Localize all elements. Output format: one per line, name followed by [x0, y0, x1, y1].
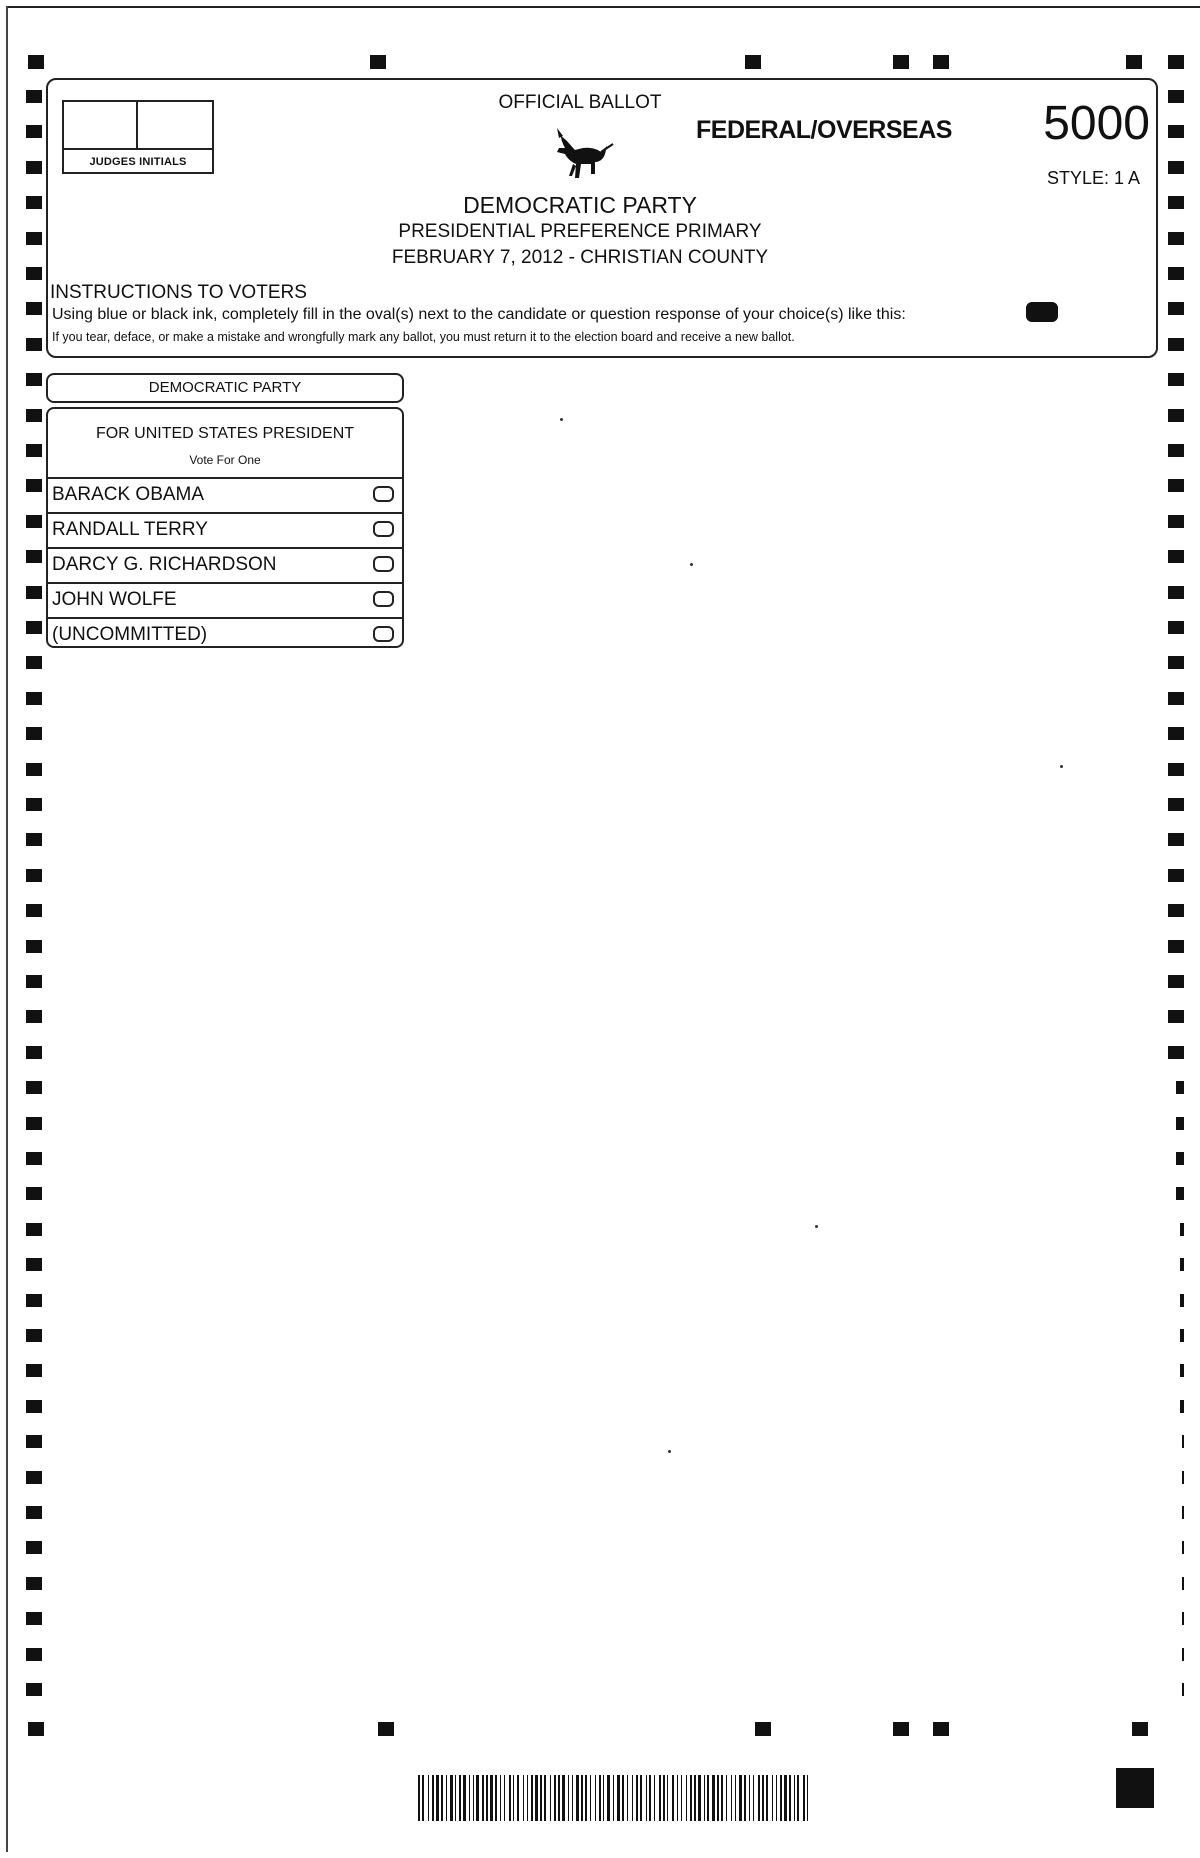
timing-mark — [26, 90, 42, 103]
candidate-name: BARACK OBAMA — [52, 484, 205, 505]
barcode-bar — [659, 1775, 661, 1821]
timing-mark — [1168, 869, 1184, 882]
page-edge-left — [6, 6, 8, 1852]
barcode-bar — [469, 1775, 470, 1821]
speck — [560, 418, 563, 421]
barcode-bar — [572, 1775, 573, 1821]
barcode-bar — [418, 1775, 420, 1821]
timing-mark — [26, 267, 42, 280]
timing-mark — [26, 373, 42, 386]
barcode-bar — [762, 1775, 764, 1821]
vote-oval[interactable] — [373, 521, 394, 537]
corner-registration-block — [1116, 1768, 1154, 1808]
timing-mark — [26, 409, 42, 422]
barcode-bar — [562, 1775, 565, 1821]
barcode-bar — [476, 1775, 479, 1821]
timing-mark — [26, 1329, 42, 1342]
timing-mark — [1168, 833, 1184, 846]
timing-mark — [26, 515, 42, 528]
timing-mark — [26, 161, 42, 174]
barcode-bar — [599, 1775, 601, 1821]
timing-mark — [26, 763, 42, 776]
barcode-bar — [794, 1775, 795, 1821]
timing-mark — [26, 904, 42, 917]
barcode-bar — [603, 1775, 604, 1821]
timing-mark — [1180, 1223, 1184, 1236]
timing-mark — [1168, 302, 1184, 315]
judges-initials-cell-1[interactable] — [64, 102, 138, 148]
timing-mark — [26, 125, 42, 138]
barcode-bar — [766, 1775, 768, 1821]
election-title: PRESIDENTIAL PREFERENCE PRIMARY — [398, 221, 762, 242]
barcode-bar — [590, 1775, 591, 1821]
instructions-line-1: Using blue or black ink, completely fill in the oval(s) next to the candidate or question response of your choice(s) like this: — [52, 306, 906, 323]
timing-mark — [26, 1612, 42, 1625]
timing-mark — [1168, 975, 1184, 988]
barcode-bar — [731, 1775, 732, 1821]
timing-mark — [1168, 267, 1184, 280]
timing-mark — [1182, 1541, 1184, 1554]
barcode-bar — [568, 1775, 569, 1821]
ballot-barcode — [418, 1775, 808, 1821]
contest-vote-for: Vote For One — [189, 453, 261, 467]
barcode-bar — [613, 1775, 614, 1821]
timing-mark — [26, 692, 42, 705]
barcode-bar — [646, 1775, 647, 1821]
barcode-bar — [704, 1775, 705, 1821]
timing-mark — [1168, 232, 1184, 245]
timing-mark — [893, 55, 909, 69]
barcode-bar — [585, 1775, 587, 1821]
timing-mark — [1168, 621, 1184, 634]
barcode-bar — [803, 1775, 805, 1821]
timing-mark — [1126, 55, 1142, 69]
barcode-bar — [450, 1775, 453, 1821]
timing-mark — [26, 727, 42, 740]
timing-mark — [1168, 656, 1184, 669]
timing-mark — [26, 940, 42, 953]
timing-mark — [26, 1471, 42, 1484]
barcode-bar — [681, 1775, 682, 1821]
barcode-bar — [698, 1775, 701, 1821]
timing-mark — [26, 444, 42, 457]
timing-mark — [1168, 479, 1184, 492]
barcode-bar — [622, 1775, 624, 1821]
timing-mark — [26, 1577, 42, 1590]
barcode-bar — [797, 1775, 799, 1821]
barcode-bar — [550, 1775, 551, 1821]
timing-mark — [1182, 1435, 1184, 1448]
barcode-bar — [789, 1775, 791, 1821]
timing-mark — [26, 302, 42, 315]
timing-mark — [1168, 338, 1184, 351]
barcode-bar — [459, 1775, 461, 1821]
timing-mark — [1168, 196, 1184, 209]
timing-mark — [1168, 692, 1184, 705]
barcode-bar — [490, 1775, 493, 1821]
timing-mark — [26, 550, 42, 563]
timing-mark — [26, 869, 42, 882]
barcode-bar — [617, 1775, 620, 1821]
timing-mark — [26, 196, 42, 209]
timing-mark — [26, 656, 42, 669]
timing-mark — [26, 1400, 42, 1413]
timing-mark — [26, 621, 42, 634]
timing-mark — [28, 55, 44, 69]
timing-mark — [1176, 1081, 1184, 1094]
timing-mark — [1168, 373, 1184, 386]
timing-mark — [1168, 90, 1184, 103]
barcode-bar — [500, 1775, 501, 1821]
candidate-row[interactable] — [48, 477, 402, 512]
judges-initials-label: JUDGES INITIALS — [64, 148, 212, 174]
timing-mark — [26, 1117, 42, 1130]
barcode-bar — [455, 1775, 456, 1821]
timing-mark — [755, 1722, 771, 1736]
barcode-bar — [482, 1775, 484, 1821]
barcode-bar — [531, 1775, 533, 1821]
barcode-bar — [672, 1775, 674, 1821]
timing-mark — [1180, 1364, 1184, 1377]
timing-mark — [1168, 161, 1184, 174]
party-section-label: DEMOCRATIC PARTY — [46, 373, 404, 403]
barcode-bar — [758, 1775, 760, 1821]
barcode-bar — [712, 1775, 715, 1821]
barcode-bar — [632, 1775, 633, 1821]
ballot-number: 5000 — [1043, 97, 1150, 150]
timing-mark — [26, 798, 42, 811]
speck — [815, 1225, 818, 1228]
timing-mark — [1168, 409, 1184, 422]
barcode-bar — [517, 1775, 519, 1821]
barcode-bar — [690, 1775, 692, 1821]
barcode-bar — [686, 1775, 687, 1821]
candidate-name: (UNCOMMITTED) — [52, 624, 208, 645]
election-date-county: FEBRUARY 7, 2012 - CHRISTIAN COUNTY — [391, 247, 769, 268]
contest-us-president — [46, 407, 404, 648]
barcode-bar — [504, 1775, 505, 1821]
candidate-row[interactable] — [48, 617, 402, 648]
barcode-bar — [744, 1775, 746, 1821]
barcode-bar — [739, 1775, 742, 1821]
timing-mark — [1168, 904, 1184, 917]
barcode-bar — [784, 1775, 787, 1821]
official-ballot-title: OFFICIAL BALLOT — [498, 92, 662, 113]
timing-mark — [26, 232, 42, 245]
ballot-style: STYLE: 1 A — [1046, 168, 1140, 188]
timing-mark — [1168, 1046, 1184, 1059]
speck — [690, 563, 693, 566]
barcode-bar — [595, 1775, 596, 1821]
timing-mark — [745, 55, 761, 69]
timing-mark — [1132, 1722, 1148, 1736]
candidate-row[interactable] — [48, 547, 402, 582]
barcode-bar — [753, 1775, 754, 1821]
vote-oval[interactable] — [373, 591, 394, 607]
timing-mark — [933, 1722, 949, 1736]
party-title: DEMOCRATIC PARTY — [463, 192, 697, 218]
barcode-bar — [576, 1775, 579, 1821]
barcode-bar — [509, 1775, 511, 1821]
barcode-bar — [436, 1775, 439, 1821]
barcode-bar — [428, 1775, 429, 1821]
barcode-bar — [486, 1775, 488, 1821]
barcode-bar — [558, 1775, 560, 1821]
timing-mark — [1168, 125, 1184, 138]
barcode-bar — [432, 1775, 434, 1821]
barcode-bar — [627, 1775, 628, 1821]
timing-mark — [26, 586, 42, 599]
timing-mark — [370, 55, 386, 69]
filled-oval-example — [1026, 302, 1058, 322]
timing-mark — [26, 479, 42, 492]
barcode-bar — [473, 1775, 474, 1821]
barcode-bar — [513, 1775, 514, 1821]
barcode-bar — [446, 1775, 447, 1821]
timing-mark — [1168, 940, 1184, 953]
timing-mark — [1168, 444, 1184, 457]
timing-mark — [1180, 1400, 1184, 1413]
vote-oval[interactable] — [373, 556, 394, 572]
timing-mark — [1168, 55, 1184, 69]
donkey-icon — [545, 122, 615, 192]
barcode-bar — [776, 1775, 777, 1821]
barcode-bar — [749, 1775, 750, 1821]
timing-mark — [26, 1435, 42, 1448]
candidate-row[interactable] — [48, 582, 402, 617]
timing-mark — [1168, 515, 1184, 528]
barcode-bar — [735, 1775, 736, 1821]
timing-mark — [26, 975, 42, 988]
barcode-bar — [441, 1775, 443, 1821]
timing-mark — [26, 1081, 42, 1094]
timing-mark — [378, 1722, 394, 1736]
barcode-bar — [663, 1775, 665, 1821]
vote-oval[interactable] — [373, 626, 394, 642]
timing-mark — [26, 1010, 42, 1023]
instructions-line-2: If you tear, deface, or make a mistake and wrongfully mark any ballot, you must return it to the election board and receive a new ballot. — [52, 330, 795, 344]
timing-mark — [1168, 550, 1184, 563]
timing-mark — [28, 1722, 44, 1736]
page-edge-top — [6, 6, 1200, 8]
timing-mark — [1168, 586, 1184, 599]
barcode-bar — [694, 1775, 696, 1821]
vote-oval[interactable] — [373, 486, 394, 502]
judges-initials-box — [62, 100, 214, 174]
barcode-bar — [463, 1775, 466, 1821]
timing-mark — [26, 1258, 42, 1271]
timing-mark — [1180, 1329, 1184, 1342]
timing-mark — [1180, 1294, 1184, 1307]
timing-mark — [1176, 1152, 1184, 1165]
timing-mark — [1176, 1117, 1184, 1130]
barcode-bar — [636, 1775, 638, 1821]
speck — [1060, 765, 1063, 768]
candidate-name: JOHN WOLFE — [52, 589, 177, 610]
timing-mark — [893, 1722, 909, 1736]
barcode-bar — [540, 1775, 542, 1821]
barcode-bar — [535, 1775, 538, 1821]
candidate-name: DARCY G. RICHARDSON — [52, 554, 277, 575]
timing-mark — [26, 1294, 42, 1307]
barcode-bar — [667, 1775, 668, 1821]
barcode-bar — [649, 1775, 651, 1821]
timing-mark — [933, 55, 949, 69]
barcode-bar — [772, 1775, 773, 1821]
barcode-bar — [554, 1775, 556, 1821]
timing-mark — [26, 1046, 42, 1059]
speck — [668, 1450, 671, 1453]
barcode-bar — [677, 1775, 678, 1821]
candidate-name: RANDALL TERRY — [52, 519, 208, 540]
barcode-bar — [527, 1775, 528, 1821]
barcode-bar — [780, 1775, 782, 1821]
barcode-bar — [495, 1775, 497, 1821]
timing-mark — [1168, 1010, 1184, 1023]
timing-mark — [26, 1506, 42, 1519]
timing-mark — [1182, 1683, 1184, 1696]
barcode-bar — [607, 1775, 610, 1821]
timing-mark — [26, 338, 42, 351]
timing-mark — [26, 1152, 42, 1165]
timing-mark — [1176, 1187, 1184, 1200]
timing-mark — [26, 1364, 42, 1377]
timing-mark — [26, 1187, 42, 1200]
timing-mark — [1168, 798, 1184, 811]
barcode-bar — [640, 1775, 642, 1821]
barcode-bar — [726, 1775, 727, 1821]
barcode-bar — [523, 1775, 524, 1821]
timing-mark — [26, 1223, 42, 1236]
barcode-bar — [807, 1775, 808, 1821]
contest-header — [48, 409, 402, 477]
barcode-bar — [721, 1775, 723, 1821]
timing-mark — [26, 1648, 42, 1661]
barcode-bar — [422, 1775, 424, 1821]
barcode-bar — [581, 1775, 583, 1821]
timing-mark — [1182, 1577, 1184, 1590]
barcode-bar — [707, 1775, 709, 1821]
timing-mark — [1168, 727, 1184, 740]
instructions-heading: INSTRUCTIONS TO VOTERS — [50, 282, 307, 303]
barcode-bar — [717, 1775, 719, 1821]
contest-title: FOR UNITED STATES PRESIDENT — [95, 425, 355, 442]
timing-mark — [1182, 1648, 1184, 1661]
timing-mark — [1168, 763, 1184, 776]
candidate-row[interactable] — [48, 512, 402, 547]
ballot-type: FEDERAL/OVERSEAS — [696, 116, 952, 144]
timing-mark — [26, 1683, 42, 1696]
timing-mark — [1182, 1506, 1184, 1519]
barcode-bar — [544, 1775, 546, 1821]
barcode-bar — [654, 1775, 655, 1821]
timing-mark — [1180, 1258, 1184, 1271]
judges-initials-cell-2[interactable] — [138, 102, 212, 148]
timing-mark — [26, 833, 42, 846]
timing-mark — [1182, 1471, 1184, 1484]
timing-mark — [1182, 1612, 1184, 1625]
timing-mark — [26, 1541, 42, 1554]
